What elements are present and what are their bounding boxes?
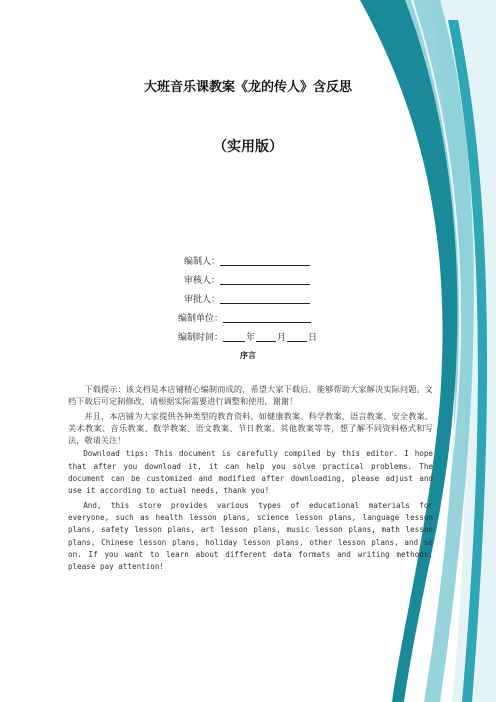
field-date-year-unit: 年 bbox=[246, 333, 256, 343]
field-reviewer-label: 审核人： bbox=[184, 276, 221, 286]
field-date-day-unit: 日 bbox=[308, 333, 318, 343]
document-title: 大班音乐课教案《龙的传人》含反思 bbox=[143, 80, 352, 95]
field-date-month-line bbox=[256, 331, 276, 342]
field-author bbox=[178, 251, 318, 270]
field-approver-label: 审批人： bbox=[184, 295, 221, 305]
field-reviewer-line bbox=[220, 274, 310, 285]
field-date-day-line bbox=[287, 331, 307, 342]
preface-body bbox=[68, 383, 433, 575]
field-author-line bbox=[220, 255, 310, 266]
field-organization-label: 编制单位： bbox=[178, 314, 224, 324]
preface-paragraph-en-1: Download tips: This document is carefully compiled by this editor. I hope that after you download it, it can help you solve practical problems. The document can be customized and modified after downloading, please adjust and use it according to actual needs, thank you! bbox=[68, 449, 433, 496]
field-date-month-unit: 月 bbox=[277, 333, 287, 343]
preface-paragraph-en-2: And, this store provides various types of educational materials for everyone, such as health lesson plans, science lesson plans, language lesson plans, safety lesson plans, art lesson plans, music lesson plans, math lesson plans, Chinese lesson plans, holiday lesson plans, other lesson plans, and so on. If you want to learn about different data formats and writing methods, please pay attention! bbox=[68, 500, 433, 572]
preface-heading: 序言 bbox=[240, 351, 256, 360]
document-subtitle: （实用版） bbox=[213, 139, 283, 155]
field-date-year-line bbox=[223, 331, 245, 342]
metadata-fields bbox=[178, 251, 318, 346]
preface-paragraph-cn-1: 下载提示：该文档是本店铺精心编制而成的，希望大家下载后，能够帮助大家解决实际问题。文档下载后可定制修改，请根据实际需要进行调整和使用，谢谢！ bbox=[68, 384, 433, 407]
field-organization-line bbox=[223, 312, 311, 323]
field-approver bbox=[178, 289, 318, 308]
field-date bbox=[178, 327, 318, 346]
field-organization bbox=[178, 308, 318, 327]
field-approver-line bbox=[220, 293, 310, 304]
field-author-label: 编制人： bbox=[184, 257, 221, 267]
field-date-label: 编制时间： bbox=[178, 333, 224, 343]
preface-paragraph-cn-2: 并且，本店铺为大家提供各种类型的教育资料，如健康教案、科学教案、语言教案、安全教案、美术教案、音乐教案、数学教案、语文教案、节日教案、其他教案等等，想了解不同资料格式和写法，敬请关注！ bbox=[68, 410, 433, 446]
field-reviewer bbox=[178, 270, 318, 289]
